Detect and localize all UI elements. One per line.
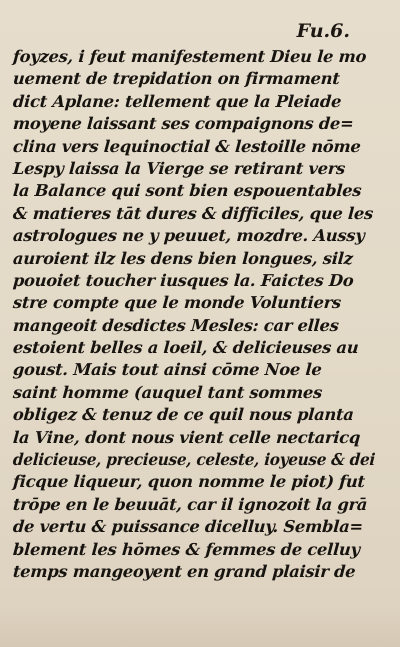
text-line: pouoiet toucher iusques la. Faictes Do — [12, 270, 355, 290]
text-line: dict Aplane: tellement que la Pleiade — [12, 91, 342, 111]
folio-mark: Fu.6. — [296, 20, 350, 42]
text-line: saint homme (auquel tant sommes — [12, 382, 323, 402]
text-line: trōpe en le beuuāt, car il ignozoit la grā — [12, 494, 368, 514]
text-line: temps mangeoyent en grand plaisir de — [12, 561, 357, 581]
text-line: estoient belles a loeil, & delicieuses au — [12, 338, 360, 358]
text-line: uement de trepidation on firmament — [12, 69, 341, 89]
page-bottom-margin — [0, 607, 400, 647]
text-line: auroient ilz les dens bien longues, silz — [12, 248, 354, 268]
text-line: clina vers lequinoctial & lestoille nōme — [12, 136, 362, 156]
text-line: astrologues ne y peuuet, mozdre. Aussy — [12, 226, 366, 246]
text-block — [13, 46, 375, 583]
text-line: goust. Mais tout ainsi cōme Noe le — [12, 360, 323, 380]
text-line: la Vine, dont nous vient celle nectaricq — [12, 427, 361, 447]
text-line: blement les hōmes & femmes de celluy — [12, 539, 361, 559]
text-line: foyzes, i feut manifestement Dieu le mo — [12, 47, 367, 66]
text-line: mangeoit desdictes Mesles: car elles — [12, 315, 340, 335]
text-line: moyene laissant ses compaignons de= — [12, 114, 355, 134]
text-line: ficque liqueur, quon nomme le piot) fut — [12, 472, 366, 492]
text-line: Lespy laissa la Vierge se retirant vers — [12, 158, 346, 178]
text-line: & matieres tāt dures & difficiles, que les — [12, 203, 374, 223]
text-line: stre compte que le monde Voluntiers — [12, 293, 342, 313]
text-line: de vertu & puissance dicelluy. Sembla= — [12, 517, 364, 537]
text-line: la Balance qui sont bien espouentables — [12, 181, 362, 201]
text-line: delicieuse, precieuse, celeste, ioyeuse & dei — [12, 450, 376, 470]
text-line: obligez & tenuz de ce quil nous planta — [12, 405, 355, 425]
